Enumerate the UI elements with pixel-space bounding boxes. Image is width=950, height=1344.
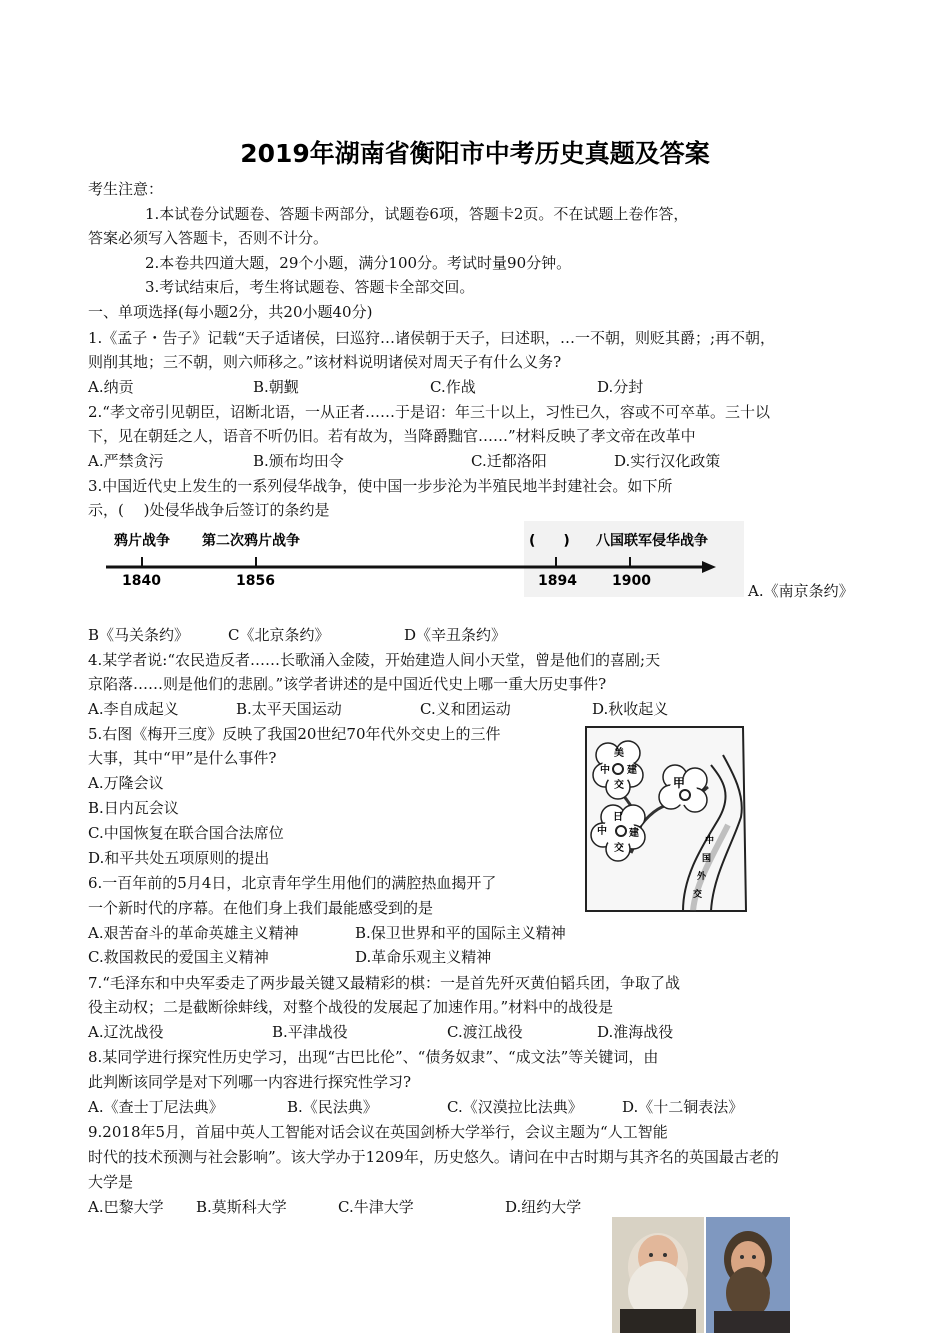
question-2-option-b: B.颁布均田令 (253, 452, 344, 470)
timeline-event-opium-war: 鸦片战争 (114, 533, 170, 549)
question-4-line-1: 4.某学者说:“农民造反者……长歌涌入金陵，开始建造人间小天堂，曾是他们的喜剧;天 (88, 651, 661, 669)
question-5-option-d: D.和平共处五项原则的提出 (88, 849, 270, 867)
notice-item-3: 3.考试结束后，考生将试题卷、答题卡全部交回。 (145, 278, 475, 296)
timeline-figure (104, 521, 744, 597)
notice-item-1: 1.本试卷分试题卷、答题卡两部分，试题卷6项，答题卡2页。不在试题上卷作答， (145, 205, 689, 223)
question-8-line-1: 8.某同学进行探究性历史学习，出现“古巴比伦”、“债务奴隶”、“成文法”等关键词，由 (88, 1048, 659, 1066)
question-5-line-2: 大事，其中“甲”是什么事件? (88, 749, 277, 767)
timeline-event-eight-nation: 八国联军侵华战争 (596, 533, 708, 549)
notice-heading: 考生注意： (88, 180, 164, 198)
question-7-option-d: D.淮海战役 (597, 1023, 674, 1041)
question-9-option-c: C.牛津大学 (338, 1198, 414, 1216)
question-3-option-d: D《辛丑条约》 (404, 626, 507, 644)
question-3-option-c: C《北京条约》 (228, 626, 330, 644)
timeline-event-blank: ( ) (529, 533, 570, 549)
question-8-line-2: 此判断该同学是对下列哪一内容进行探究性学习? (88, 1073, 412, 1091)
question-9-option-d: D.纽约大学 (505, 1198, 582, 1216)
question-2-line-2: 下，见在朝廷之人，语音不听仍旧。若有故为，当降爵黜官……”材料反映了孝文帝在改革中 (88, 427, 696, 445)
question-1-line-1: 1.《孟子・告子》记载“天子适诸侯，曰巡狩…诸侯朝于天子，曰述职，…一不朝，则贬其爵；;再不朝， (88, 329, 776, 347)
question-9-line-2: 时代的技术预测与社会影响”。该大学办于1209年，历史悠久。请问在中古时期与其齐名的英国最古老的 (88, 1148, 779, 1166)
blossom-top-char-1: 美 (614, 748, 624, 759)
river-char-1: 中 (705, 836, 715, 846)
question-7-option-c: C.渡江战役 (447, 1023, 523, 1041)
question-5-option-b: B.日内瓦会议 (88, 799, 179, 817)
timeline-year-1840: 1840 (122, 573, 161, 589)
river-char-4: 交 (693, 890, 703, 900)
question-9-line-1: 9.2018年5月，首届中英人工智能对话会议在英国剑桥大学举行，会议主题为“人工智能 (88, 1123, 668, 1141)
notice-item-2: 2.本卷共四道大题，29个小题，满分100分。考试时量90分钟。 (145, 254, 572, 272)
question-4-option-b: B.太平天国运动 (236, 700, 342, 718)
notice-item-1-cont: 答案必须写入答题卡，否则不计分。 (88, 229, 329, 247)
blossom-top-char-3: 建 (627, 765, 637, 776)
question-7-line-1: 7.“毛泽东和中央军委走了两步最关键又最精彩的棋：一是首先歼灭黄伯韬兵团，争取了战 (88, 974, 680, 992)
timeline-year-1856: 1856 (236, 573, 275, 589)
question-2-option-d: D.实行汉化政策 (614, 452, 721, 470)
question-7-option-b: B.平津战役 (272, 1023, 348, 1041)
question-1-line-2: 则削其地；三不朝，则六师移之。”该材料说明诸侯对周天子有什么义务? (88, 353, 562, 371)
question-3-line-2: 示，( )处侵华战争后签订的条约是 (88, 501, 330, 519)
question-5-option-c: C.中国恢复在联合国合法席位 (88, 824, 284, 842)
question-8-option-d: D.《十二铜表法》 (622, 1098, 744, 1116)
page-title: 2019年湖南省衡阳市中考历史真题及答案 (240, 139, 710, 168)
timeline-year-1900: 1900 (612, 573, 651, 589)
question-2-option-c: C.迁都洛阳 (471, 452, 547, 470)
question-6-option-c: C.救国救民的爱国主义精神 (88, 948, 269, 966)
portraits-image (612, 1217, 790, 1333)
blossom-bottom-char-2: 中 (597, 826, 607, 837)
question-3-option-a: A.《南京条约》 (748, 582, 854, 600)
blossom-bottom-char-4: 交 (614, 843, 624, 854)
river-char-2: 国 (702, 854, 712, 864)
question-4-option-a: A.李自成起义 (88, 700, 179, 718)
question-7-option-a: A.辽沈战役 (88, 1023, 164, 1041)
blossom-bottom-char-1: 日 (613, 812, 623, 823)
question-6-option-b: B.保卫世界和平的国际主义精神 (355, 924, 566, 942)
question-6-line-1: 6.一百年前的5月4日，北京青年学生用他们的满腔热血揭开了 (88, 874, 497, 892)
question-9-option-b: B.莫斯科大学 (196, 1198, 287, 1216)
question-7-line-2: 役主动权；二是截断徐蚌线，对整个战役的发展起了加速作用。”材料中的战役是 (88, 998, 614, 1016)
question-4-line-2: 京陷落……则是他们的悲剧。”该学者讲述的是中国近代史上哪一重大历史事件? (88, 675, 607, 693)
question-1-option-d: D.分封 (597, 378, 644, 396)
question-1-option-a: A.纳贡 (88, 378, 134, 396)
blossom-jia-label: 甲 (673, 776, 686, 790)
question-3-option-b: B《马关条约》 (88, 626, 190, 644)
plum-blossom-figure (583, 725, 748, 913)
question-6-line-2: 一个新时代的序幕。在他们身上我们最能感受到的是 (88, 899, 434, 917)
section-heading: 一、单项选择(每小题2分，共20小题40分) (88, 303, 373, 321)
question-4-option-c: C.义和团运动 (420, 700, 511, 718)
question-8-option-b: B.《民法典》 (287, 1098, 378, 1116)
question-6-option-d: D.革命乐观主义精神 (355, 948, 492, 966)
timeline-year-1894: 1894 (538, 573, 577, 589)
question-8-option-a: A.《查士丁尼法典》 (88, 1098, 224, 1116)
blossom-top-char-2: 中 (600, 765, 610, 776)
question-3-line-1: 3.中国近代史上发生的一系列侵华战争，使中国一步步沦为半殖民地半封建社会。如下所 (88, 477, 673, 495)
question-2-option-a: A.严禁贪污 (88, 452, 164, 470)
question-5-option-a: A.万隆会议 (88, 774, 164, 792)
question-6-option-a: A.艰苦奋斗的革命英雄主义精神 (88, 924, 299, 942)
question-5-line-1: 5.右图《梅开三度》反映了我国20世纪70年代外交史上的三件 (88, 725, 501, 743)
question-1-option-b: B.朝觐 (253, 378, 299, 396)
question-4-option-d: D.秋收起义 (592, 700, 669, 718)
question-9-line-3: 大学是 (88, 1173, 134, 1191)
blossom-top-char-4: 交 (614, 780, 624, 791)
question-2-line-1: 2.“孝文帝引见朝臣，诏断北语，一从正者……于是诏：年三十以上，习性已久，容或不可卒革。三十以 (88, 403, 770, 421)
river-char-3: 外 (697, 872, 707, 882)
question-9-option-a: A.巴黎大学 (88, 1198, 164, 1216)
blossom-bottom-char-3: 建 (629, 828, 639, 839)
timeline-event-second-opium-war: 第二次鸦片战争 (202, 533, 300, 549)
question-1-option-c: C.作战 (430, 378, 476, 396)
question-8-option-c: C.《汉漠拉比法典》 (447, 1098, 583, 1116)
